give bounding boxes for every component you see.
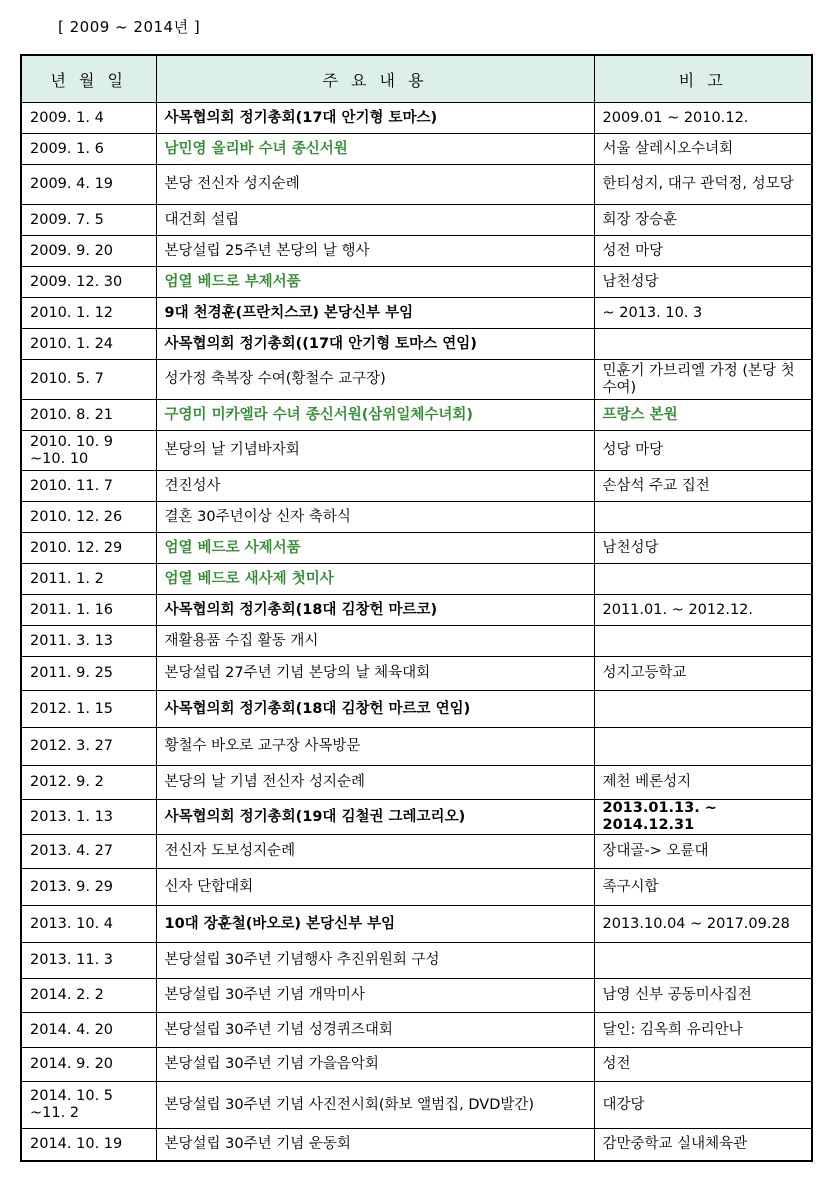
row-date: 2009. 4. 19 bbox=[21, 165, 156, 205]
row-event: 전신자 도보성지순례 bbox=[156, 835, 594, 869]
table-row bbox=[21, 564, 812, 595]
row-note: 손삼석 주교 집전 bbox=[594, 471, 812, 502]
table-row bbox=[21, 906, 812, 943]
row-event: 본당설립 30주년 기념 가을음악회 bbox=[156, 1048, 594, 1082]
row-date: 2009. 9. 20 bbox=[21, 236, 156, 267]
row-date: 2014. 10. 19 bbox=[21, 1129, 156, 1161]
row-date: 2010. 5. 7 bbox=[21, 360, 156, 400]
row-date: 2013. 11. 3 bbox=[21, 943, 156, 979]
row-event: 본당설립 30주년 기념 사진전시회(화보 앨범집, DVD발간) bbox=[156, 1082, 594, 1129]
row-event: 결혼 30주년이상 신자 축하식 bbox=[156, 502, 594, 533]
table-row bbox=[21, 1082, 812, 1129]
table-row bbox=[21, 267, 812, 298]
row-note: 2013.01.13. ~ 2014.12.31 bbox=[594, 800, 812, 835]
table-row bbox=[21, 298, 812, 329]
row-date: 2014. 9. 20 bbox=[21, 1048, 156, 1082]
row-event: 사목협의회 정기총회((17대 안기형 토마스 연임) bbox=[156, 329, 594, 360]
row-event: 엄열 베드로 새사제 첫미사 bbox=[156, 564, 594, 595]
table-row bbox=[21, 1048, 812, 1082]
table-row bbox=[21, 691, 812, 728]
row-event: 본당설립 30주년 기념 운동회 bbox=[156, 1129, 594, 1161]
row-date: 2009. 12. 30 bbox=[21, 267, 156, 298]
table-row bbox=[21, 626, 812, 657]
table-row bbox=[21, 835, 812, 869]
row-date: 2013. 1. 13 bbox=[21, 800, 156, 835]
row-event: 사목협의회 정기총회(18대 김창헌 마르코) bbox=[156, 595, 594, 626]
row-note: 한티성지, 대구 관덕정, 성모당 bbox=[594, 165, 812, 205]
row-date: 2010. 11. 7 bbox=[21, 471, 156, 502]
row-event: 사목협의회 정기총회(17대 안기형 토마스) bbox=[156, 103, 594, 134]
table-row bbox=[21, 766, 812, 800]
row-note: ~ 2013. 10. 3 bbox=[594, 298, 812, 329]
row-event: 9대 천경훈(프란치스코) 본당신부 부임 bbox=[156, 298, 594, 329]
page-title: [ 2009 ~ 2014년 ] bbox=[58, 18, 201, 36]
row-event: 사목협의회 정기총회(19대 김철권 그레고리오) bbox=[156, 800, 594, 835]
row-event: 황철수 바오로 교구장 사목방문 bbox=[156, 728, 594, 766]
row-note: 남천성당 bbox=[594, 267, 812, 298]
row-event: 견진성사 bbox=[156, 471, 594, 502]
row-event: 대건회 설립 bbox=[156, 205, 594, 236]
row-event: 엄열 베드로 부제서품 bbox=[156, 267, 594, 298]
row-date: 2010. 1. 24 bbox=[21, 329, 156, 360]
table-row bbox=[21, 1129, 812, 1161]
row-date: 2010. 12. 29 bbox=[21, 533, 156, 564]
table-row bbox=[21, 103, 812, 134]
row-note: 성당 마당 bbox=[594, 431, 812, 471]
table-row bbox=[21, 595, 812, 626]
row-date: 2010. 12. 26 bbox=[21, 502, 156, 533]
row-event: 엄열 베드로 사제서품 bbox=[156, 533, 594, 564]
row-note: 제천 베론성지 bbox=[594, 766, 812, 800]
table-row bbox=[21, 329, 812, 360]
row-note: 대강당 bbox=[594, 1082, 812, 1129]
row-date: 2013. 10. 4 bbox=[21, 906, 156, 943]
row-date: 2012. 9. 2 bbox=[21, 766, 156, 800]
column-header-date: 년 월 일 bbox=[21, 55, 156, 103]
row-date: 2010. 8. 21 bbox=[21, 400, 156, 431]
row-date: 2011. 9. 25 bbox=[21, 657, 156, 691]
table-row bbox=[21, 236, 812, 267]
row-event: 본당 전신자 성지순례 bbox=[156, 165, 594, 205]
row-date: 2009. 1. 6 bbox=[21, 134, 156, 165]
row-note: 2011.01. ~ 2012.12. bbox=[594, 595, 812, 626]
table-row bbox=[21, 502, 812, 533]
row-date: 2009. 1. 4 bbox=[21, 103, 156, 134]
row-note bbox=[594, 329, 812, 360]
row-event: 사목협의회 정기총회(18대 김창헌 마르코 연임) bbox=[156, 691, 594, 728]
table-row bbox=[21, 1013, 812, 1048]
row-date: 2013. 4. 27 bbox=[21, 835, 156, 869]
row-date: 2013. 9. 29 bbox=[21, 869, 156, 906]
row-note: 회장 장승훈 bbox=[594, 205, 812, 236]
row-event: 재활용품 수집 활동 개시 bbox=[156, 626, 594, 657]
row-date: 2011. 3. 13 bbox=[21, 626, 156, 657]
row-note: 서울 살레시오수녀회 bbox=[594, 134, 812, 165]
row-date: 2010. 1. 12 bbox=[21, 298, 156, 329]
row-note: 성전 마당 bbox=[594, 236, 812, 267]
table-row bbox=[21, 657, 812, 691]
table-row bbox=[21, 471, 812, 502]
row-note bbox=[594, 564, 812, 595]
row-note: 프랑스 본원 bbox=[594, 400, 812, 431]
row-event: 본당설립 30주년 기념행사 추진위원회 구성 bbox=[156, 943, 594, 979]
table-header-row bbox=[21, 55, 812, 103]
table-row bbox=[21, 869, 812, 906]
row-date: 2010. 10. 9 ~10. 10 bbox=[21, 431, 156, 471]
row-event: 구영미 미카엘라 수녀 종신서원(삼위일체수녀회) bbox=[156, 400, 594, 431]
table-row bbox=[21, 728, 812, 766]
row-note: 달인: 김옥희 유리안나 bbox=[594, 1013, 812, 1048]
row-date: 2012. 1. 15 bbox=[21, 691, 156, 728]
row-note: 성전 bbox=[594, 1048, 812, 1082]
table-row bbox=[21, 979, 812, 1013]
table-row bbox=[21, 165, 812, 205]
history-table bbox=[20, 54, 813, 1162]
row-event: 본당설립 25주년 본당의 날 행사 bbox=[156, 236, 594, 267]
row-event: 본당의 날 기념바자회 bbox=[156, 431, 594, 471]
row-note: 민훈기 가브리엘 가정 (본당 첫 수여) bbox=[594, 360, 812, 400]
row-event: 남민영 올리바 수녀 종신서원 bbox=[156, 134, 594, 165]
table-row bbox=[21, 533, 812, 564]
table-row bbox=[21, 400, 812, 431]
column-header-event: 주 요 내 용 bbox=[156, 55, 594, 103]
row-event: 10대 장훈철(바오로) 본당신부 부임 bbox=[156, 906, 594, 943]
row-date: 2014. 4. 20 bbox=[21, 1013, 156, 1048]
row-note: 2009.01 ~ 2010.12. bbox=[594, 103, 812, 134]
column-header-note: 비 고 bbox=[594, 55, 812, 103]
row-date: 2011. 1. 16 bbox=[21, 595, 156, 626]
row-date: 2014. 2. 2 bbox=[21, 979, 156, 1013]
row-note bbox=[594, 728, 812, 766]
row-date: 2014. 10. 5 ~11. 2 bbox=[21, 1082, 156, 1129]
row-note bbox=[594, 691, 812, 728]
row-date: 2012. 3. 27 bbox=[21, 728, 156, 766]
table-row bbox=[21, 431, 812, 471]
row-note: 남천성당 bbox=[594, 533, 812, 564]
row-note: 성지고등학교 bbox=[594, 657, 812, 691]
row-event: 본당의 날 기념 전신자 성지순례 bbox=[156, 766, 594, 800]
row-note bbox=[594, 502, 812, 533]
table-row bbox=[21, 205, 812, 236]
row-event: 본당설립 27주년 기념 본당의 날 체육대회 bbox=[156, 657, 594, 691]
table-row bbox=[21, 800, 812, 835]
row-note: 2013.10.04 ~ 2017.09.28 bbox=[594, 906, 812, 943]
row-note: 감만중학교 실내체육관 bbox=[594, 1129, 812, 1161]
row-note: 장대골-> 오륜대 bbox=[594, 835, 812, 869]
table-row bbox=[21, 943, 812, 979]
row-event: 본당설립 30주년 기념 성경퀴즈대회 bbox=[156, 1013, 594, 1048]
table-row bbox=[21, 360, 812, 400]
table-row bbox=[21, 134, 812, 165]
row-note: 족구시합 bbox=[594, 869, 812, 906]
row-date: 2009. 7. 5 bbox=[21, 205, 156, 236]
row-note bbox=[594, 626, 812, 657]
row-date: 2011. 1. 2 bbox=[21, 564, 156, 595]
row-event: 본당설립 30주년 기념 개막미사 bbox=[156, 979, 594, 1013]
row-event: 성가정 축복장 수여(황철수 교구장) bbox=[156, 360, 594, 400]
row-note bbox=[594, 943, 812, 979]
row-event: 신자 단합대회 bbox=[156, 869, 594, 906]
row-note: 남영 신부 공동미사집전 bbox=[594, 979, 812, 1013]
